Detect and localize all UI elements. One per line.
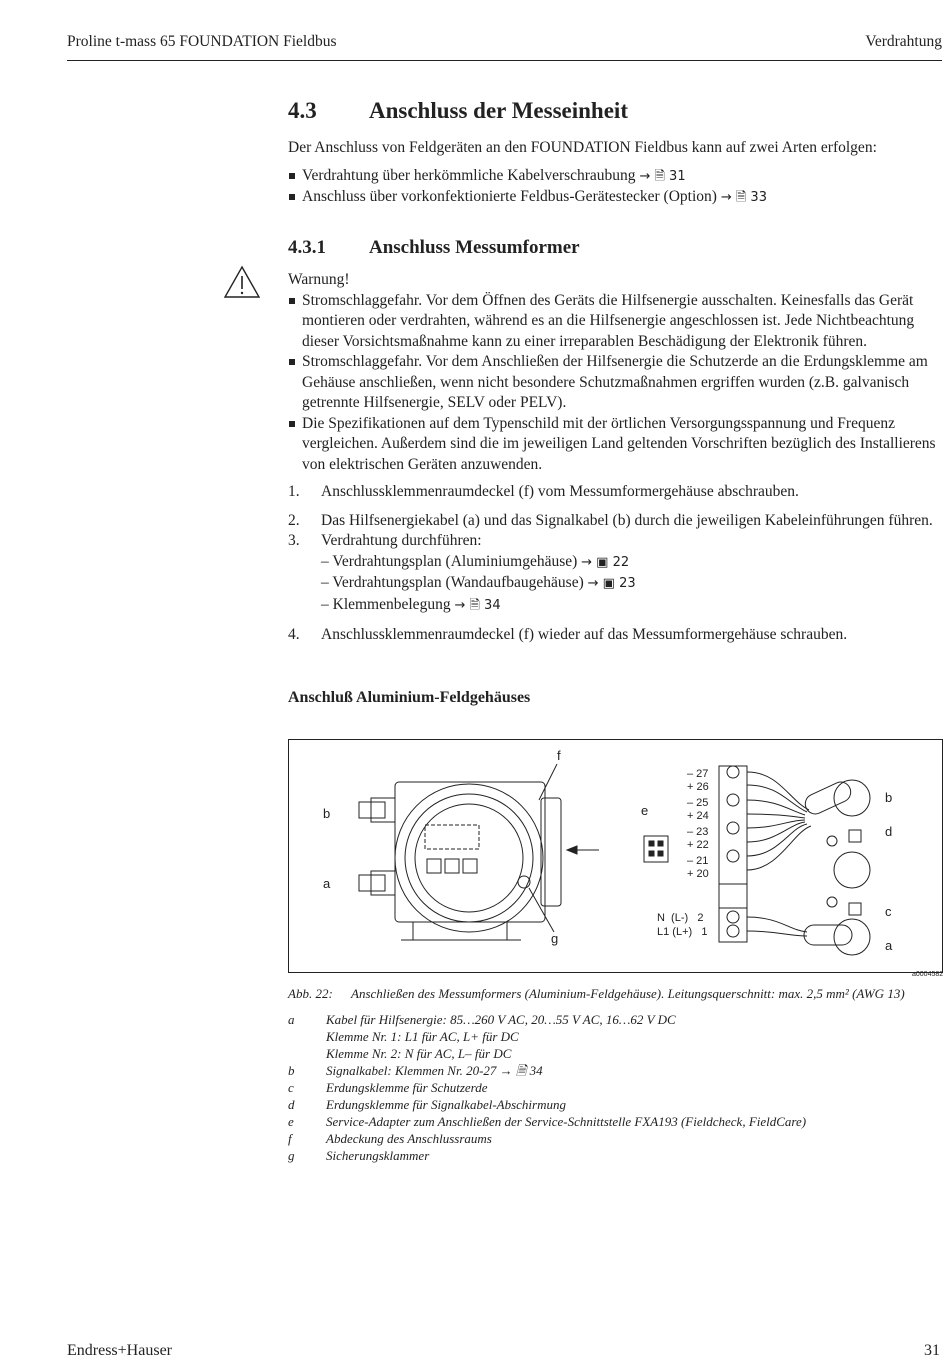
label-b-right: b bbox=[885, 790, 893, 805]
intro-bullet: Anschluss über vorkonfektionierte Feldbus-Gerätestecker (Option) → 🗎 33 bbox=[288, 187, 943, 209]
label-f: f bbox=[557, 748, 561, 763]
legend-row: d Erdungsklemme für Signalkabel-Abschirmung bbox=[288, 1097, 566, 1112]
intro-bullet: Verdrahtung über herkömmliche Kabelverschraubung → 🗎 31 bbox=[288, 166, 943, 188]
section-number: 4.3 bbox=[288, 98, 317, 123]
label-a-left: a bbox=[323, 876, 331, 891]
warning-block bbox=[288, 270, 943, 475]
steps-list bbox=[288, 482, 943, 646]
signal-cable bbox=[802, 779, 854, 817]
terminal-label: + 20 bbox=[687, 868, 709, 880]
figure-caption-text: Anschließen des Messumformers (Aluminium-Feldgehäuse). Leitungsquerschnitt: max. 2,5 mm² (AWG 13) bbox=[351, 986, 905, 1001]
warning-triangle-icon bbox=[223, 265, 261, 299]
wiring-figure bbox=[288, 739, 943, 973]
header-rule bbox=[67, 60, 942, 61]
power-cable bbox=[804, 925, 852, 945]
cable-gland-a bbox=[359, 875, 385, 891]
display-window bbox=[425, 825, 479, 849]
substep-item: – Verdrahtungsplan (Wandaufbaugehäuse) → ▣ 23 bbox=[321, 574, 636, 591]
page-ref-icon[interactable]: → 🗎 33 bbox=[720, 190, 767, 205]
warning-label: Warnung! bbox=[288, 271, 350, 288]
shield-ground-terminal bbox=[849, 830, 861, 842]
subsection-title: Anschluss Messumformer bbox=[369, 237, 580, 258]
running-header-chapter: Verdrahtung bbox=[865, 33, 942, 50]
step-item: 2. Das Hilfsenergiekabel (a) und das Signalkabel (b) durch die jeweiligen Kabeleinführungen führen. bbox=[288, 511, 933, 529]
terminal-label: – 23 bbox=[687, 826, 709, 838]
section-intro-block bbox=[288, 138, 943, 209]
terminal-label: – 27 bbox=[687, 768, 709, 780]
terminal-screws bbox=[727, 766, 739, 937]
figure-heading: Anschluß Aluminium-Feldgehäuses bbox=[288, 689, 531, 706]
figure-ref-icon[interactable]: → ▣ 22 bbox=[581, 554, 630, 570]
warning-item: Die Spezifikationen auf dem Typenschild mit der örtlichen Versorgungsspannung und Frequenz vergleichen. Außerdem sind die im jeweiligen Land geltenden Vorschriften bezüglich des Installierens von elektrischen Geräten anzuwenden. bbox=[288, 414, 943, 476]
warning-item: Stromschlaggefahr. Vor dem Anschließen der Hilfsenergie die Schutzerde an die Erdungsklemme am Gehäuse anschließen, wenn nicht besondere Schutzmaßnahmen ergriffen wurden (z.B. galvanisch getrennte Hilfsenergie, SELV oder PELV). bbox=[288, 352, 943, 414]
legend-row: f Abdeckung des Anschlussraums bbox=[288, 1131, 492, 1146]
warning-item: Stromschlaggefahr. Vor dem Öffnen des Geräts die Hilfsenergie ausschalten. Keinesfalls das Gerät montieren oder verdrahten, während es an die Hilfsenergie angeschlossen ist. Jede Nichtbeachtung dieser Vorsichtsmaßnahme kann zu einer irreparablen Beschädigung der Elektronik führen. bbox=[288, 291, 943, 353]
step-item: 4. Anschlussklemmenraumdeckel (f) wieder auf das Messumformergehäuse schrauben. bbox=[288, 626, 848, 643]
terminal-label: – 21 bbox=[687, 855, 709, 867]
label-b-left: b bbox=[323, 806, 331, 821]
label-d: d bbox=[885, 824, 893, 839]
step-item: 1. Anschlussklemmenraumdeckel (f) vom Messumformergehäuse abschrauben. bbox=[288, 483, 799, 500]
service-adapter bbox=[644, 836, 668, 862]
page-ref-icon[interactable]: → 🗎 34 bbox=[454, 597, 501, 613]
power-terminal-label: N (L-) 2 bbox=[657, 912, 704, 924]
cable-gland-b bbox=[359, 802, 385, 818]
terminal-label: + 22 bbox=[687, 839, 709, 851]
power-terminal-label: L1 (L+) 1 bbox=[657, 926, 708, 938]
label-e: e bbox=[641, 803, 649, 818]
legend-row: c Erdungsklemme für Schutzerde bbox=[288, 1080, 488, 1095]
protective-ground-terminal bbox=[849, 903, 861, 915]
wiring-diagram bbox=[289, 740, 942, 972]
footer-brand: Endress+Hauser bbox=[67, 1342, 172, 1359]
legend-row: Klemme Nr. 1: L1 für AC, L+ für DC bbox=[326, 1029, 519, 1044]
legend-row: Klemme Nr. 2: N für AC, L– für DC bbox=[326, 1046, 512, 1061]
page-number: 31 bbox=[924, 1342, 940, 1359]
housing-cover-side bbox=[541, 798, 561, 906]
housing-front-ring bbox=[395, 784, 543, 932]
figure-legend bbox=[288, 1011, 806, 1164]
running-header-title: Proline t-mass 65 FOUNDATION Fieldbus bbox=[67, 33, 337, 50]
figure-ref-icon[interactable]: → ▣ 23 bbox=[587, 576, 636, 591]
section-intro: Der Anschluss von Feldgeräten an den FOUNDATION Fieldbus kann auf zwei Arten erfolgen: bbox=[288, 139, 877, 156]
terminal-block-signal bbox=[719, 766, 747, 884]
legend-row: e Service-Adapter zum Anschließen der Service-Schnittstelle FXA193 (Fieldcheck, FieldCare) bbox=[288, 1114, 807, 1129]
substep-item: – Klemmenbelegung → 🗎 34 bbox=[321, 595, 501, 613]
figure-code-label: a0004582 bbox=[912, 971, 944, 978]
terminal-label: – 25 bbox=[687, 797, 709, 809]
legend-row: b Signalkabel: Klemmen Nr. 20-27 → 🗎 34 bbox=[288, 1063, 543, 1078]
step-item: 3. Verdrahtung durchführen: bbox=[288, 532, 482, 549]
terminal-label: + 26 bbox=[687, 781, 709, 793]
label-a-right: a bbox=[885, 938, 893, 953]
legend-row: a Kabel für Hilfsenergie: 85…260 V AC, 20…55 V AC, 16…62 V DC bbox=[288, 1012, 676, 1027]
figure-caption-number: Abb. 22: bbox=[288, 986, 333, 1001]
label-c: c bbox=[885, 904, 892, 919]
section-title: Anschluss der Messeinheit bbox=[369, 98, 628, 123]
subsection-number: 4.3.1 bbox=[288, 237, 326, 258]
terminal-label: + 24 bbox=[687, 810, 709, 822]
label-g: g bbox=[551, 931, 559, 946]
legend-row: g Sicherungsklammer bbox=[288, 1148, 430, 1163]
page-ref-icon[interactable]: → 🗎 31 bbox=[639, 168, 686, 184]
substep-item: – Verdrahtungsplan (Aluminiumgehäuse) → ▣ 22 bbox=[321, 552, 630, 570]
